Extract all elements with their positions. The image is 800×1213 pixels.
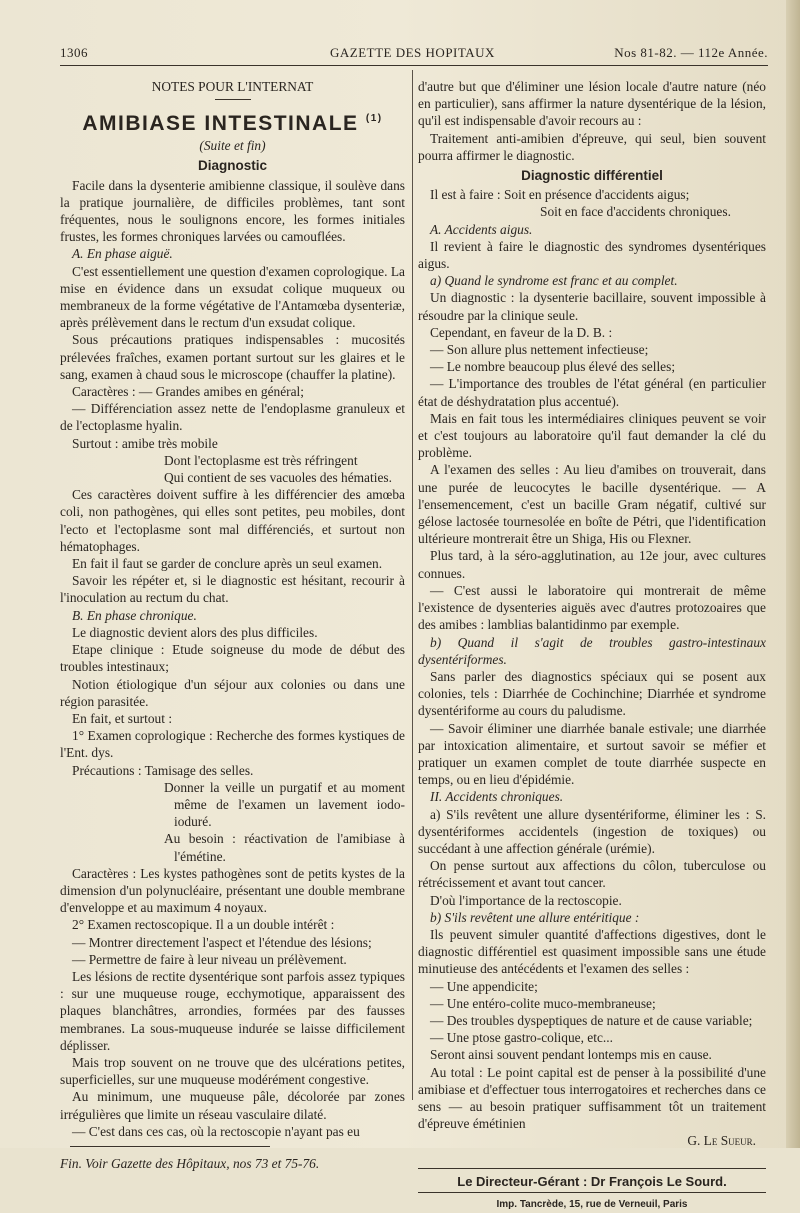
paragraph: b) Quand il s'agit de troubles gastro-intestinaux dysentériformes. xyxy=(418,634,766,667)
paragraph: — Une appendicite; xyxy=(430,978,538,994)
page-number: 1306 xyxy=(60,45,88,60)
section-diagnostic: Diagnostic xyxy=(197,158,267,174)
issue-number: Nos 81-82. — 112e Année. xyxy=(614,45,768,60)
paragraph: Il revient à faire le diagnostic des syndromes dysentériques aigus. xyxy=(418,238,766,272)
paragraph: C'est essentiellement une question d'examen coprologique. La mise en évidence dans un exsudat colique muqueux ou membraneux de la forme végétative de l'Antamœba dysenteriæ, après prélèvement dans le rectum d'un exsudat colique. xyxy=(60,263,405,331)
paragraph: — Son allure plus nettement infectieuse; xyxy=(430,342,649,358)
paragraph: Mais trop souvent on ne trouve que des ulcérations petites, superficielles, sur une muqueuse modérément congestive. xyxy=(60,1054,405,1088)
paragraph: Au minimum, une muqueuse pâle, décolorée par zones irrégulières que limite un réseau vasculaire dilaté. xyxy=(60,1089,405,1122)
paragraph: Ces caractères doivent suffire à les différencier des amœba coli, non pathogènes, qui elles sont petites, peu mobiles, dont l'ecto et l'ectoplasme sont mal différenciés, et surtout non hématophages. xyxy=(60,487,405,554)
paragraph: Seront ainsi souvent pendant lontemps mis en cause. xyxy=(430,1047,712,1063)
paragraph: Plus tard, à la séro-agglutination, au 12e jour, avec cultures connues. xyxy=(418,548,766,581)
paragraph: Les lésions de rectite dysentérique sont parfois assez typiques : sur une muqueuse rouge, ecchymotique, apparaissent des plaques blanchâtres, arrondies, formées par des fausses membranes. La sous-muqueuse indurée se laisse difficilement déplisser. xyxy=(60,968,405,1053)
article-subtitle: (Suite et fin) xyxy=(199,138,266,154)
paragraph: Caractères : — Grandes amibes en général; xyxy=(72,384,305,400)
paragraph: A. En phase aiguë. xyxy=(72,246,173,262)
paragraph: A l'examen des selles : Au lieu d'amibes on trouverait, dans une purée de leucocytes le bacille dysentérique. — A l'ensemencement, c'est un bacille Gram négatif, cultivé sur gélose lactosée tournesolée en boîte de Pétri, que l'identification ultérieure montrerait être un Shiga, His ou Flexner. xyxy=(418,462,766,547)
paragraph: — L'importance des troubles de l'état général (en particulier état de déshydratation plus accentué). xyxy=(418,376,766,409)
paragraph: D'où l'importance de la rectoscopie. xyxy=(430,892,622,908)
kicker-rule xyxy=(215,99,251,100)
paragraph: Le diagnostic devient alors des plus difficiles. xyxy=(72,624,318,640)
paragraph: Qui contient de ses vacuoles des hématies. xyxy=(164,470,392,486)
paragraph: On pense surtout aux affections du côlon, tuberculose ou rétrécissement et avant tout cancer. xyxy=(418,858,766,891)
author-signature: G. Le Sueur. xyxy=(687,1133,756,1149)
section-differential: Diagnostic différentiel xyxy=(521,168,663,184)
footnote-rule xyxy=(70,1146,270,1147)
paragraph: Facile dans la dysenterie amibienne classique, il soulève dans la pratique journalière, de difficiles problèmes, tant sont fréquentes, nous le soulignons encore, les formes initiales frustes, les formes chroniques larvées ou camouflées. xyxy=(60,177,405,245)
paragraph: — Permettre de faire à leur niveau un prélèvement. xyxy=(72,951,347,967)
paragraph: Sous précautions pratiques indispensables : mucosités prélevées fraîches, examen portant surtout sur les glaires et le sang, examen à chaud sous le microscope (chauffer la platine). xyxy=(60,332,405,382)
paragraph: — C'est dans ces cas, où la rectoscopie n'ayant pas eu xyxy=(72,1123,360,1139)
paragraph: Caractères : Les kystes pathogènes sont de petits kystes de la dimension d'un polynucléaire, présentant une double membrane d'enveloppe et au maximum 4 noyaux. xyxy=(60,865,405,916)
paragraph: Dont l'ectoplasme est très réfringent xyxy=(164,452,358,468)
paragraph: — Une entéro-colite muco-membraneuse; xyxy=(430,995,656,1011)
paragraph: 1° Examen coprologique : Recherche des formes kystiques de l'Ent. dys. xyxy=(60,728,405,761)
paragraph: Un diagnostic : la dysenterie bacillaire, souvent impossible à résoudre par la clinique seule. xyxy=(418,290,766,323)
paragraph: a) S'ils revêtent une allure dysentériforme, éliminer les : S. dysentériformes accidentels (ingestion de toxiques) ou succédant à une affection générale (urémie). xyxy=(418,806,766,856)
left-column xyxy=(60,78,405,1172)
paragraph: Au total : Le point capital est de penser à la possibilité d'une amibiase et d'effectuer tous interrogatoires et recherches dans ce sens — au besoin pratiquer suffisamment tôt un traitement d'épreuve émétinien xyxy=(418,1064,766,1132)
paragraph: En fait, et surtout : xyxy=(72,710,173,726)
column-rule xyxy=(412,70,413,1100)
paragraph: A. Accidents aigus. xyxy=(430,221,533,237)
page-edge xyxy=(786,0,800,1148)
paragraph: d'autre but que d'éliminer une lésion locale d'autre nature (néo en particulier), sans affirmer la nature dysentérique de la lésion, qu'il est indispensable d'avoir recours au : xyxy=(418,79,766,129)
paragraph: En fait il faut se garder de conclure après un seul examen. xyxy=(72,556,383,572)
paragraph: — C'est aussi le laboratoire qui montrerait de même l'existence de dysenteries aiguës avec d'autres protozoaires que des amibes : lamblias balantidinmo par exemple. xyxy=(418,582,766,633)
article-title xyxy=(60,106,405,137)
paragraph: B. En phase chronique. xyxy=(72,607,197,623)
printer-line: Imp. Tancrède, 15, rue de Verneuil, Paris xyxy=(496,1198,688,1210)
header-rule xyxy=(60,65,768,66)
paragraph: 2° Examen rectoscopique. Il a un double intérêt : xyxy=(72,917,335,933)
paragraph: Etape clinique : Etude soigneuse du mode de début des troubles intestinaux; xyxy=(60,642,405,675)
footnote: Fin. Voir Gazette des Hôpitaux, nos 73 et 75-76. xyxy=(60,1155,320,1171)
paragraph: Savoir les répéter et, si le diagnostic est hésitant, recourir à l'inoculation au rectum du chat. xyxy=(60,573,405,606)
paragraph: — Savoir éliminer une diarrhée banale estivale; une diarrhée par intoxication alimentaire, et surtout savoir se méfier et pratiquer un examen complet de toute diarrhée suspecte en temps, ou en lieu d'épidémie. xyxy=(418,720,766,788)
paragraph: — Des troubles dyspeptiques de nature et de cause variable; xyxy=(430,1012,753,1028)
directeur-gerant: Le Directeur-Gérant : Dr François Le Sourd. xyxy=(418,1168,766,1193)
paragraph: a) Quand le syndrome est franc et au complet. xyxy=(430,273,678,289)
paragraph: Traitement anti-amibien d'épreuve, qui seul, bien souvent pourra affirmer le diagnostic. xyxy=(418,130,766,163)
journal-title: GAZETTE DES HOPITAUX xyxy=(330,45,495,60)
right-column xyxy=(418,78,766,1213)
paragraph: Donner la veille un purgatif et au moment même de l'examen un lavement iodo-ioduré. xyxy=(164,779,405,830)
paragraph: Ils peuvent simuler quantité d'affections digestives, dont le diagnostic différentiel est quasiment impossible sans une étude minutieuse des antécédents et l'examen des selles : xyxy=(418,926,766,977)
paragraph: b) S'ils revêtent une allure entéritique : xyxy=(430,909,640,925)
paragraph: II. Accidents chroniques. xyxy=(430,789,564,805)
paragraph: Cependant, en faveur de la D. B. : xyxy=(430,324,613,340)
paragraph: Précautions : Tamisage des selles. xyxy=(72,762,254,778)
article-title-text: AMIBIASE INTESTINALE xyxy=(82,112,359,136)
paragraph: — Une ptose gastro-colique, etc... xyxy=(430,1030,613,1046)
paragraph: Mais en fait tous les intermédiaires cliniques peuvent se voir et c'est toujours au laboratoire qu'il faut demander la clé du problème. xyxy=(418,410,766,461)
kicker: NOTES POUR L'INTERNAT xyxy=(151,79,314,94)
paragraph: — Le nombre beaucoup plus élevé des selles; xyxy=(430,359,676,375)
paragraph: Sans parler des diagnostics spéciaux qui se posent aux colonies, tels : Diarrhée de Cochinchine; Diarrhée et syndrome dysentériforme au cours du paludisme. xyxy=(418,668,766,719)
paragraph: Surtout : amibe très mobile xyxy=(72,435,218,451)
paragraph: — Montrer directement l'aspect et l'étendue des lésions; xyxy=(72,934,372,950)
paragraph: Soit en face d'accidents chroniques. xyxy=(540,204,731,220)
paragraph: Notion étiologique d'un séjour aux colonies ou dans une région parasitée. xyxy=(60,676,405,709)
paragraph: Au besoin : réactivation de l'amibiase à l'émétine. xyxy=(164,831,405,864)
title-footnote-mark: (1) xyxy=(365,113,383,125)
paragraph: — Différenciation assez nette de l'endoplasme granuleux et de l'ectoplasme hyalin. xyxy=(60,401,405,434)
running-head xyxy=(60,45,768,63)
paragraph: Il est à faire : Soit en présence d'accidents aigus; xyxy=(430,187,690,203)
